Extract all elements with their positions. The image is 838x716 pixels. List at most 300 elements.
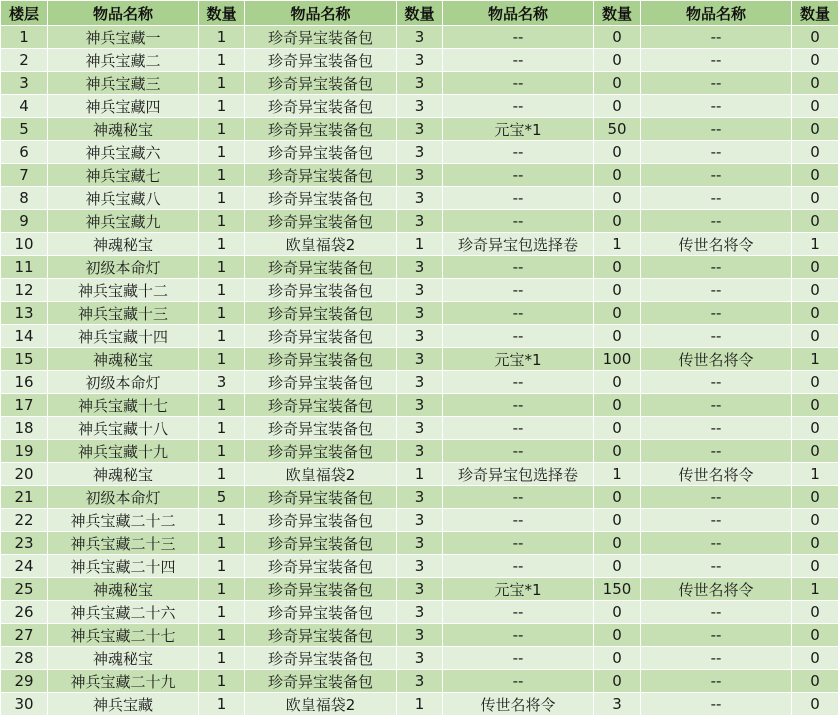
header-item-name-3: 物品名称 (443, 1, 594, 26)
quantity-cell: 1 (594, 233, 641, 256)
quantity-cell: 3 (397, 279, 443, 302)
quantity-cell: 1 (199, 279, 245, 302)
quantity-cell: 0 (594, 279, 641, 302)
item-name-cell: -- (443, 371, 594, 394)
quantity-cell: 3 (397, 210, 443, 233)
item-name-cell: 初级本命灯 (48, 486, 199, 509)
floor-cell: 25 (1, 578, 48, 601)
item-name-cell: 神兵宝藏二十七 (48, 624, 199, 647)
table-row (1, 670, 838, 693)
quantity-cell: 0 (792, 187, 838, 210)
quantity-cell: 3 (397, 371, 443, 394)
table-header (1, 1, 838, 26)
quantity-cell: 0 (594, 26, 641, 49)
item-name-cell: -- (443, 394, 594, 417)
item-name-cell: 欧皇福袋2 (245, 233, 397, 256)
item-name-cell: 珍奇异宝装备包 (245, 532, 397, 555)
table-row (1, 624, 838, 647)
item-name-cell: -- (443, 279, 594, 302)
quantity-cell: 1 (199, 256, 245, 279)
quantity-cell: 0 (594, 670, 641, 693)
quantity-cell: 0 (594, 72, 641, 95)
item-name-cell: -- (641, 302, 792, 325)
floor-cell: 26 (1, 601, 48, 624)
header-item-name-2: 物品名称 (245, 1, 397, 26)
quantity-cell: 0 (792, 141, 838, 164)
item-name-cell: -- (443, 325, 594, 348)
quantity-cell: 0 (792, 210, 838, 233)
floor-cell: 16 (1, 371, 48, 394)
item-name-cell: 珍奇异宝包选择卷 (443, 233, 594, 256)
quantity-cell: 3 (397, 325, 443, 348)
table-row (1, 325, 838, 348)
item-name-cell: -- (641, 256, 792, 279)
item-name-cell: 珍奇异宝装备包 (245, 509, 397, 532)
quantity-cell: 150 (594, 578, 641, 601)
table-row (1, 578, 838, 601)
quantity-cell: 3 (397, 141, 443, 164)
floor-cell: 27 (1, 624, 48, 647)
item-name-cell: 传世名将令 (641, 233, 792, 256)
item-name-cell: -- (641, 118, 792, 141)
quantity-cell: 1 (397, 463, 443, 486)
header-quantity-4: 数量 (792, 1, 838, 26)
item-name-cell: 神兵宝藏十七 (48, 394, 199, 417)
floor-cell: 3 (1, 72, 48, 95)
quantity-cell: 1 (199, 164, 245, 187)
item-name-cell: 元宝*1 (443, 348, 594, 371)
item-name-cell: -- (641, 394, 792, 417)
quantity-cell: 0 (792, 693, 838, 716)
quantity-cell: 3 (397, 118, 443, 141)
quantity-cell: 3 (397, 555, 443, 578)
item-name-cell: 珍奇异宝装备包 (245, 26, 397, 49)
quantity-cell: 0 (594, 440, 641, 463)
quantity-cell: 0 (792, 509, 838, 532)
item-name-cell: -- (641, 624, 792, 647)
quantity-cell: 0 (792, 279, 838, 302)
item-name-cell: -- (641, 279, 792, 302)
quantity-cell: 1 (199, 693, 245, 716)
quantity-cell: 0 (594, 302, 641, 325)
quantity-cell: 1 (199, 578, 245, 601)
floor-cell: 21 (1, 486, 48, 509)
quantity-cell: 0 (594, 624, 641, 647)
item-name-cell: -- (641, 164, 792, 187)
item-name-cell: 神兵宝藏二十九 (48, 670, 199, 693)
quantity-cell: 3 (594, 693, 641, 716)
table-row (1, 693, 838, 716)
floor-cell: 23 (1, 532, 48, 555)
item-name-cell: 传世名将令 (641, 348, 792, 371)
quantity-cell: 0 (594, 601, 641, 624)
quantity-cell: 0 (792, 118, 838, 141)
quantity-cell: 0 (594, 141, 641, 164)
item-name-cell: 珍奇异宝装备包 (245, 95, 397, 118)
floor-cell: 28 (1, 647, 48, 670)
item-name-cell: -- (443, 141, 594, 164)
quantity-cell: 0 (792, 325, 838, 348)
item-name-cell: 神兵宝藏七 (48, 164, 199, 187)
quantity-cell: 3 (397, 624, 443, 647)
table-row (1, 486, 838, 509)
quantity-cell: 3 (397, 417, 443, 440)
table-row (1, 555, 838, 578)
floor-cell: 22 (1, 509, 48, 532)
quantity-cell: 0 (792, 601, 838, 624)
quantity-cell: 0 (594, 210, 641, 233)
quantity-cell: 0 (792, 371, 838, 394)
quantity-cell: 1 (199, 95, 245, 118)
floor-cell: 29 (1, 670, 48, 693)
table-row (1, 417, 838, 440)
quantity-cell: 3 (397, 95, 443, 118)
quantity-cell: 3 (397, 348, 443, 371)
table-row (1, 647, 838, 670)
item-name-cell: -- (641, 532, 792, 555)
item-name-cell: 珍奇异宝装备包 (245, 601, 397, 624)
item-name-cell: 珍奇异宝装备包 (245, 647, 397, 670)
quantity-cell: 0 (792, 647, 838, 670)
floor-cell: 5 (1, 118, 48, 141)
item-name-cell: -- (641, 647, 792, 670)
quantity-cell: 3 (397, 164, 443, 187)
quantity-cell: 3 (397, 394, 443, 417)
item-name-cell: 珍奇异宝装备包 (245, 118, 397, 141)
item-name-cell: 珍奇异宝装备包 (245, 210, 397, 233)
quantity-cell: 0 (594, 256, 641, 279)
quantity-cell: 1 (199, 417, 245, 440)
item-name-cell: 欧皇福袋2 (245, 463, 397, 486)
quantity-cell: 0 (792, 256, 838, 279)
item-name-cell: 元宝*1 (443, 578, 594, 601)
table-row (1, 532, 838, 555)
quantity-cell: 1 (199, 532, 245, 555)
quantity-cell: 100 (594, 348, 641, 371)
item-name-cell: -- (443, 555, 594, 578)
table-row (1, 141, 838, 164)
quantity-cell: 0 (792, 532, 838, 555)
table-row (1, 72, 838, 95)
item-name-cell: 神魂秘宝 (48, 578, 199, 601)
table-row (1, 394, 838, 417)
item-name-cell: -- (443, 417, 594, 440)
quantity-cell: 1 (199, 49, 245, 72)
quantity-cell: 0 (792, 95, 838, 118)
item-name-cell: 神兵宝藏十八 (48, 417, 199, 440)
table-row (1, 26, 838, 49)
item-name-cell: 珍奇异宝装备包 (245, 440, 397, 463)
floor-cell: 9 (1, 210, 48, 233)
header-item-name-4: 物品名称 (641, 1, 792, 26)
item-name-cell: -- (443, 187, 594, 210)
quantity-cell: 1 (397, 233, 443, 256)
header-quantity-3: 数量 (594, 1, 641, 26)
item-name-cell: 珍奇异宝装备包 (245, 417, 397, 440)
item-name-cell: 神兵宝藏三 (48, 72, 199, 95)
quantity-cell: 1 (199, 325, 245, 348)
floor-cell: 19 (1, 440, 48, 463)
table-row (1, 348, 838, 371)
table-row (1, 210, 838, 233)
table-row (1, 302, 838, 325)
item-name-cell: -- (443, 440, 594, 463)
quantity-cell: 0 (594, 532, 641, 555)
quantity-cell: 3 (397, 302, 443, 325)
table-row (1, 118, 838, 141)
quantity-cell: 1 (397, 693, 443, 716)
item-name-cell: 元宝*1 (443, 118, 594, 141)
item-name-cell: -- (443, 601, 594, 624)
item-name-cell: 神兵宝藏二 (48, 49, 199, 72)
quantity-cell: 0 (594, 509, 641, 532)
item-name-cell: 神兵宝藏六 (48, 141, 199, 164)
item-name-cell: 神兵宝藏二十四 (48, 555, 199, 578)
quantity-cell: 3 (397, 49, 443, 72)
item-name-cell: -- (641, 325, 792, 348)
item-name-cell: 珍奇异宝装备包 (245, 72, 397, 95)
quantity-cell: 0 (594, 95, 641, 118)
item-name-cell: 神兵宝藏十四 (48, 325, 199, 348)
item-name-cell: 传世名将令 (641, 578, 792, 601)
item-name-cell: 神兵宝藏二十三 (48, 532, 199, 555)
item-name-cell: 欧皇福袋2 (245, 693, 397, 716)
floor-cell: 6 (1, 141, 48, 164)
item-name-cell: -- (443, 49, 594, 72)
quantity-cell: 3 (397, 670, 443, 693)
item-name-cell: -- (443, 486, 594, 509)
quantity-cell: 1 (792, 348, 838, 371)
table-row (1, 187, 838, 210)
item-name-cell: -- (443, 164, 594, 187)
quantity-cell: 1 (792, 578, 838, 601)
quantity-cell: 1 (199, 624, 245, 647)
quantity-cell: 1 (199, 440, 245, 463)
item-name-cell: 神魂秘宝 (48, 647, 199, 670)
item-name-cell: 神兵宝藏二十二 (48, 509, 199, 532)
quantity-cell: 1 (199, 233, 245, 256)
item-name-cell: 珍奇异宝装备包 (245, 670, 397, 693)
quantity-cell: 1 (199, 394, 245, 417)
item-name-cell: 神魂秘宝 (48, 118, 199, 141)
quantity-cell: 1 (792, 233, 838, 256)
quantity-cell: 0 (594, 486, 641, 509)
floor-cell: 1 (1, 26, 48, 49)
quantity-cell: 5 (199, 486, 245, 509)
item-name-cell: 初级本命灯 (48, 256, 199, 279)
quantity-cell: 0 (792, 26, 838, 49)
item-name-cell: 珍奇异宝装备包 (245, 578, 397, 601)
item-name-cell: -- (641, 371, 792, 394)
item-name-cell: 珍奇异宝装备包 (245, 279, 397, 302)
quantity-cell: 1 (594, 463, 641, 486)
quantity-cell: 0 (594, 647, 641, 670)
quantity-cell: 0 (792, 555, 838, 578)
quantity-cell: 3 (397, 187, 443, 210)
item-name-cell: -- (443, 670, 594, 693)
quantity-cell: 0 (594, 325, 641, 348)
item-name-cell: 初级本命灯 (48, 371, 199, 394)
quantity-cell: 1 (199, 187, 245, 210)
quantity-cell: 1 (792, 463, 838, 486)
item-name-cell: -- (443, 532, 594, 555)
item-name-cell: 珍奇异宝装备包 (245, 256, 397, 279)
header-item-name-1: 物品名称 (48, 1, 199, 26)
quantity-cell: 3 (397, 440, 443, 463)
item-name-cell: 神兵宝藏九 (48, 210, 199, 233)
quantity-cell: 0 (792, 49, 838, 72)
item-name-cell: 珍奇异宝装备包 (245, 325, 397, 348)
table-row (1, 509, 838, 532)
quantity-cell: 3 (397, 486, 443, 509)
item-name-cell: 珍奇异宝包选择卷 (443, 463, 594, 486)
quantity-cell: 0 (792, 624, 838, 647)
quantity-cell: 0 (594, 187, 641, 210)
floor-cell: 17 (1, 394, 48, 417)
floor-cell: 12 (1, 279, 48, 302)
quantity-cell: 0 (792, 670, 838, 693)
floor-cell: 13 (1, 302, 48, 325)
item-name-cell: -- (443, 624, 594, 647)
quantity-cell: 0 (792, 440, 838, 463)
item-name-cell: -- (641, 49, 792, 72)
item-name-cell: -- (443, 256, 594, 279)
item-name-cell: -- (641, 141, 792, 164)
item-name-cell: -- (641, 440, 792, 463)
item-name-cell: 珍奇异宝装备包 (245, 624, 397, 647)
table-row (1, 256, 838, 279)
quantity-cell: 3 (397, 26, 443, 49)
floor-cell: 11 (1, 256, 48, 279)
item-name-cell: 珍奇异宝装备包 (245, 164, 397, 187)
item-name-cell: -- (443, 95, 594, 118)
floor-cell: 14 (1, 325, 48, 348)
header-floor: 楼层 (1, 1, 48, 26)
quantity-cell: 3 (397, 509, 443, 532)
item-name-cell: 神兵宝藏十三 (48, 302, 199, 325)
table-row (1, 440, 838, 463)
item-name-cell: -- (641, 417, 792, 440)
quantity-cell: 3 (397, 647, 443, 670)
quantity-cell: 1 (199, 302, 245, 325)
table-body (1, 26, 838, 716)
quantity-cell: 0 (792, 417, 838, 440)
quantity-cell: 50 (594, 118, 641, 141)
floor-cell: 7 (1, 164, 48, 187)
item-name-cell: 神兵宝藏十二 (48, 279, 199, 302)
header-quantity-2: 数量 (397, 1, 443, 26)
floor-cell: 2 (1, 49, 48, 72)
quantity-cell: 0 (792, 164, 838, 187)
quantity-cell: 1 (199, 555, 245, 578)
item-name-cell: 神魂秘宝 (48, 348, 199, 371)
quantity-cell: 1 (199, 348, 245, 371)
item-name-cell: 珍奇异宝装备包 (245, 187, 397, 210)
item-name-cell: -- (443, 210, 594, 233)
item-name-cell: 珍奇异宝装备包 (245, 141, 397, 164)
quantity-cell: 3 (397, 72, 443, 95)
floor-cell: 24 (1, 555, 48, 578)
item-name-cell: -- (641, 95, 792, 118)
quantity-cell: 3 (199, 371, 245, 394)
quantity-cell: 1 (199, 509, 245, 532)
quantity-cell: 0 (594, 371, 641, 394)
quantity-cell: 1 (199, 72, 245, 95)
header-row (1, 1, 838, 26)
item-name-cell: -- (443, 509, 594, 532)
table-row (1, 233, 838, 256)
item-name-cell: 珍奇异宝装备包 (245, 555, 397, 578)
item-name-cell: 传世名将令 (641, 463, 792, 486)
item-name-cell: 传世名将令 (443, 693, 594, 716)
item-name-cell: -- (443, 72, 594, 95)
table-row (1, 601, 838, 624)
floor-cell: 10 (1, 233, 48, 256)
item-name-cell: 神魂秘宝 (48, 463, 199, 486)
floor-cell: 8 (1, 187, 48, 210)
table-row (1, 371, 838, 394)
quantity-cell: 0 (594, 417, 641, 440)
quantity-cell: 1 (199, 601, 245, 624)
quantity-cell: 1 (199, 210, 245, 233)
item-name-cell: -- (443, 647, 594, 670)
quantity-cell: 0 (792, 486, 838, 509)
quantity-cell: 0 (792, 394, 838, 417)
item-name-cell: -- (641, 187, 792, 210)
item-name-cell: 神兵宝藏十九 (48, 440, 199, 463)
quantity-cell: 1 (199, 141, 245, 164)
item-name-cell: -- (641, 210, 792, 233)
quantity-cell: 0 (792, 302, 838, 325)
item-name-cell: 珍奇异宝装备包 (245, 348, 397, 371)
quantity-cell: 1 (199, 26, 245, 49)
item-name-cell: -- (641, 72, 792, 95)
item-name-cell: -- (641, 693, 792, 716)
floor-cell: 20 (1, 463, 48, 486)
quantity-cell: 3 (397, 532, 443, 555)
item-name-cell: 神兵宝藏四 (48, 95, 199, 118)
item-name-cell: 珍奇异宝装备包 (245, 486, 397, 509)
quantity-cell: 3 (397, 256, 443, 279)
item-name-cell: -- (443, 302, 594, 325)
table-row (1, 95, 838, 118)
quantity-cell: 3 (397, 578, 443, 601)
header-quantity-1: 数量 (199, 1, 245, 26)
quantity-cell: 0 (594, 164, 641, 187)
item-name-cell: -- (641, 555, 792, 578)
quantity-cell: 3 (397, 601, 443, 624)
item-name-cell: -- (641, 486, 792, 509)
item-name-cell: -- (641, 509, 792, 532)
floor-cell: 30 (1, 693, 48, 716)
quantity-cell: 0 (594, 555, 641, 578)
item-name-cell: 神兵宝藏一 (48, 26, 199, 49)
floor-cell: 15 (1, 348, 48, 371)
item-name-cell: -- (641, 670, 792, 693)
item-name-cell: 神兵宝藏八 (48, 187, 199, 210)
table-row (1, 164, 838, 187)
item-name-cell: 珍奇异宝装备包 (245, 49, 397, 72)
item-name-cell: 珍奇异宝装备包 (245, 371, 397, 394)
quantity-cell: 0 (792, 72, 838, 95)
item-name-cell: -- (443, 26, 594, 49)
quantity-cell: 0 (594, 49, 641, 72)
item-name-cell: 珍奇异宝装备包 (245, 302, 397, 325)
quantity-cell: 1 (199, 118, 245, 141)
floor-cell: 18 (1, 417, 48, 440)
floor-cell: 4 (1, 95, 48, 118)
table-row (1, 463, 838, 486)
